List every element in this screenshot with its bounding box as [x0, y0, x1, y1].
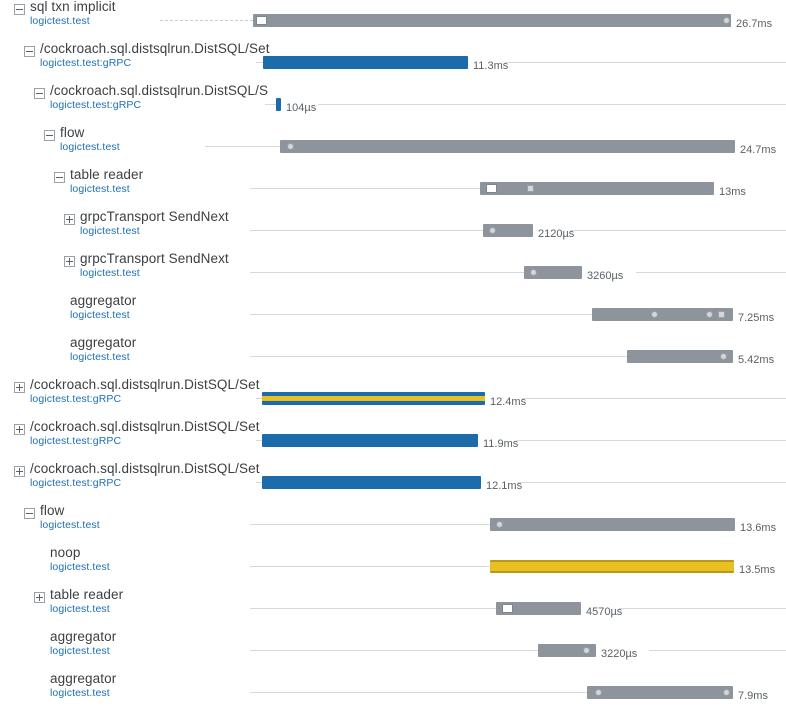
span-duration-label: 7.9ms — [738, 690, 768, 702]
span-child-marker[interactable] — [486, 184, 497, 193]
span-duration-label: 7.25ms — [738, 312, 775, 324]
span-lead-line — [256, 62, 263, 63]
span-log-marker[interactable] — [706, 311, 713, 318]
span-duration-bar[interactable] — [280, 140, 735, 153]
span-service-suffix: :gRPC — [89, 435, 122, 447]
span-operation-name: aggregator — [70, 293, 137, 308]
span-operation-name: table reader — [50, 587, 124, 602]
span-trail-line — [318, 104, 786, 105]
span-service-name — [40, 57, 270, 70]
span-trail-line — [522, 398, 786, 399]
span-service-label: logictest.test — [30, 15, 90, 27]
span-operation-name: /cockroach.sql.distsqlrun.DistSQL/Set — [30, 461, 260, 476]
span-trail-line — [516, 440, 786, 441]
span-log-marker[interactable] — [583, 647, 590, 654]
span-row[interactable] — [0, 167, 786, 212]
span-service-label: logictest.test — [50, 561, 110, 573]
span-duration-bar[interactable] — [262, 434, 478, 447]
span-row[interactable] — [0, 587, 786, 632]
span-duration-bar[interactable] — [490, 560, 734, 573]
span-operation-name: aggregator — [70, 335, 137, 350]
span-child-marker[interactable] — [256, 16, 267, 25]
span-operation-name: flow — [60, 125, 85, 140]
span-duration-label: 24.7ms — [740, 144, 777, 156]
span-service-name — [30, 435, 260, 448]
span-service-label: logictest.test — [40, 519, 100, 531]
span-lead-line — [160, 20, 253, 22]
span-operation-name: noop — [50, 545, 81, 560]
span-lead-line — [205, 146, 280, 147]
span-service-label: logictest.test — [30, 435, 90, 447]
span-operation-name: flow — [40, 503, 65, 518]
span-service-label: logictest.test — [50, 603, 110, 615]
span-log-marker[interactable] — [651, 311, 658, 318]
span-log-marker[interactable] — [723, 17, 730, 24]
span-log-marker[interactable] — [720, 353, 727, 360]
span-operation-name: /cockroach.sql.distsqlrun.DistSQL/Set — [30, 419, 260, 434]
span-service-label: logictest.test — [60, 141, 120, 153]
span-operation-name: sql txn implicit — [30, 0, 116, 14]
span-duration-label: 12.1ms — [486, 480, 523, 492]
span-trail-line — [570, 230, 786, 231]
span-operation-name: /cockroach.sql.distsqlrun.DistSQL/S — [50, 83, 269, 98]
span-service-name — [30, 15, 116, 28]
span-trail-line — [649, 650, 786, 651]
span-service-name — [30, 477, 260, 490]
span-service-label: logictest.test — [70, 309, 130, 321]
span-service-name — [50, 603, 123, 616]
span-operation-name: /cockroach.sql.distsqlrun.DistSQL/Set — [30, 377, 260, 392]
span-duration-label: 12.4ms — [490, 396, 527, 408]
span-operation-name: table reader — [70, 167, 144, 182]
span-service-suffix: :gRPC — [89, 393, 122, 405]
span-service-name — [60, 141, 120, 154]
span-row[interactable] — [0, 41, 786, 86]
span-duration-bar[interactable] — [263, 56, 468, 69]
span-row[interactable] — [0, 461, 786, 506]
span-duration-label: 11.9ms — [483, 438, 519, 450]
span-trail-line — [636, 272, 786, 273]
span-duration-label: 26.7ms — [736, 18, 773, 30]
span-service-label: logictest.test — [50, 687, 110, 699]
span-row[interactable] — [0, 671, 786, 716]
span-lead-line — [250, 524, 490, 525]
span-lead-line — [250, 188, 480, 189]
span-row[interactable] — [0, 251, 786, 296]
span-service-label: logictest.test — [30, 393, 90, 405]
span-service-label: logictest.test — [30, 477, 90, 489]
span-duration-bar[interactable] — [253, 14, 731, 27]
span-service-name — [50, 99, 268, 112]
span-duration-label: 2120µs — [538, 228, 575, 240]
span-duration-bar[interactable] — [262, 392, 485, 405]
span-duration-label: 104µs — [286, 102, 317, 114]
span-row[interactable] — [0, 419, 786, 464]
span-trail-line — [619, 608, 786, 609]
span-operation-name: grpcTransport SendNext — [80, 251, 229, 266]
span-duration-label: 13.6ms — [740, 522, 777, 534]
span-duration-bar[interactable] — [627, 350, 733, 363]
span-service-name — [50, 687, 116, 700]
span-service-name — [80, 225, 229, 238]
span-service-suffix: :gRPC — [89, 477, 122, 489]
span-service-label: logictest.test — [70, 351, 130, 363]
span-lead-line — [250, 608, 496, 609]
span-operation-name: aggregator — [50, 671, 117, 686]
span-log-marker[interactable] — [496, 521, 503, 528]
span-row[interactable] — [0, 335, 786, 380]
span-duration-bar[interactable] — [587, 686, 733, 699]
span-lead-line — [250, 314, 592, 315]
span-service-name — [70, 183, 143, 196]
span-service-label: logictest.test — [80, 267, 140, 279]
span-duration-label: 13.5ms — [739, 564, 776, 576]
span-service-label: logictest.test — [50, 99, 110, 111]
span-row[interactable] — [0, 2, 786, 44]
span-trail-line — [505, 62, 786, 63]
span-service-name — [70, 309, 136, 322]
span-duration-label: 13ms — [719, 186, 746, 198]
span-lead-line — [250, 566, 490, 567]
span-row[interactable] — [0, 503, 786, 548]
span-log-marker[interactable] — [595, 689, 602, 696]
span-lead-line — [250, 650, 538, 651]
span-duration-label: 4570µs — [586, 606, 623, 618]
span-lead-line — [250, 356, 627, 357]
span-service-label: logictest.test — [50, 645, 110, 657]
span-log-marker[interactable] — [530, 269, 537, 276]
span-duration-label: 11.3ms — [473, 60, 509, 72]
span-service-suffix: :gRPC — [109, 99, 142, 111]
span-row[interactable] — [0, 629, 786, 674]
span-duration-label: 5.42ms — [738, 354, 775, 366]
span-service-name — [50, 645, 116, 658]
span-operation-name: /cockroach.sql.distsqlrun.DistSQL/Set — [40, 41, 270, 56]
span-row[interactable] — [0, 377, 786, 422]
span-log-marker[interactable] — [527, 185, 534, 192]
span-lead-line — [265, 104, 276, 105]
span-row[interactable] — [0, 209, 786, 254]
span-log-marker[interactable] — [489, 227, 496, 234]
span-lead-line — [250, 692, 587, 693]
span-operation-name: grpcTransport SendNext — [80, 209, 229, 224]
span-log-marker[interactable] — [718, 311, 725, 318]
span-service-name — [40, 519, 100, 532]
span-duration-label: 3220µs — [601, 648, 638, 660]
span-service-label: logictest.test — [70, 183, 130, 195]
span-service-suffix: :gRPC — [99, 57, 132, 69]
span-service-name — [50, 561, 110, 574]
span-lead-line — [250, 272, 524, 273]
span-row[interactable] — [0, 293, 786, 338]
span-lead-line — [250, 230, 483, 231]
span-child-marker[interactable] — [502, 604, 513, 613]
span-row[interactable] — [0, 545, 786, 590]
span-log-marker[interactable] — [287, 143, 294, 150]
span-service-label: logictest.test — [40, 57, 100, 69]
span-duration-label: 3260µs — [587, 270, 624, 282]
span-log-marker[interactable] — [723, 689, 730, 696]
span-duration-bar[interactable] — [262, 476, 481, 489]
span-row[interactable] — [0, 83, 786, 128]
span-operation-name: aggregator — [50, 629, 117, 644]
span-service-name — [80, 267, 229, 280]
span-service-name — [70, 351, 136, 364]
span-row[interactable] — [0, 125, 786, 170]
span-service-name — [30, 393, 260, 406]
span-duration-bar[interactable] — [480, 182, 714, 195]
span-trail-line — [518, 482, 786, 483]
span-service-label: logictest.test — [80, 225, 140, 237]
span-duration-bar[interactable] — [276, 98, 281, 111]
span-duration-bar[interactable] — [490, 518, 735, 531]
